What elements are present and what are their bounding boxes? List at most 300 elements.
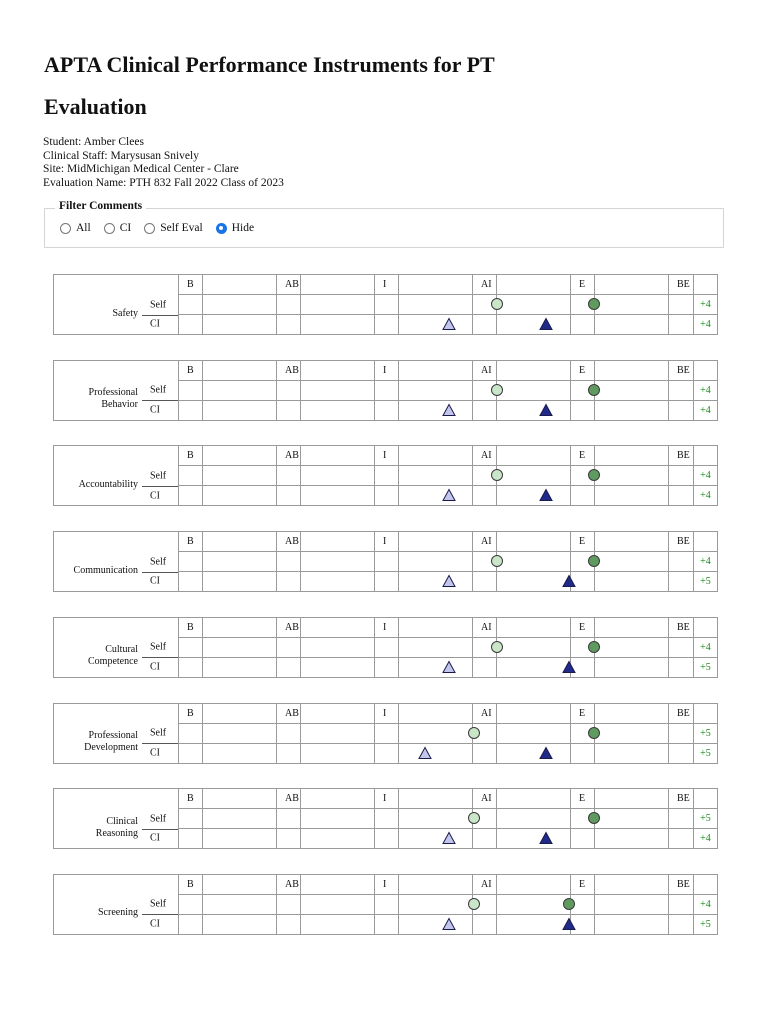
ci-rating-row — [54, 914, 718, 934]
ci-rating-row — [54, 657, 718, 677]
scale-label: B — [179, 874, 203, 894]
radio-button[interactable] — [216, 223, 227, 234]
scale-cell — [595, 617, 669, 637]
ci-change-value: +4 — [694, 400, 718, 420]
scale-cell — [473, 552, 497, 572]
criterion-block — [53, 531, 717, 593]
filter-options — [60, 222, 267, 234]
scale-cell — [375, 914, 399, 934]
scale-label: I — [375, 446, 399, 466]
scale-cell — [301, 894, 375, 914]
scale-cell — [595, 829, 669, 849]
ci-rating-row — [54, 743, 718, 763]
scale-cell — [277, 486, 301, 506]
scale-cell — [277, 637, 301, 657]
scale-cell — [203, 360, 277, 380]
site-name: Site: MidMichigan Medical Center - Clare — [43, 163, 239, 176]
scale-cell — [571, 723, 595, 743]
scale-cell — [571, 315, 595, 335]
scale-cell — [497, 617, 571, 637]
scale-cell — [203, 637, 277, 657]
scale-cell — [669, 315, 694, 335]
criterion-name-line: Competence — [88, 656, 138, 668]
scale-cell — [203, 572, 277, 592]
scale-cell — [277, 315, 301, 335]
ci-row-label: CI — [150, 404, 160, 416]
scale-cell — [301, 380, 375, 400]
self-row-label: Self — [150, 299, 167, 310]
scale-header-row — [54, 360, 718, 380]
scale-cell — [399, 874, 473, 894]
scale-cell — [669, 894, 694, 914]
ci-label-cell — [54, 829, 179, 849]
radio-label: Self Eval — [160, 222, 203, 234]
criterion-name-line: Accountability — [78, 478, 138, 490]
scale-cell — [473, 486, 497, 506]
scale-label: AI — [473, 275, 497, 295]
scale-cell — [595, 466, 669, 486]
criterion-name-line: Reasoning — [95, 827, 138, 839]
scale-cell — [595, 572, 669, 592]
self-change-value: +5 — [694, 723, 718, 743]
scale-header-row — [54, 617, 718, 637]
scale-header-row — [54, 532, 718, 552]
scale-cell — [301, 315, 375, 335]
scale-cell — [497, 743, 571, 763]
filter-comments-group — [44, 200, 724, 248]
criterion-name-line: Cultural — [105, 644, 138, 656]
criterion-name-line: Professional — [88, 387, 138, 399]
scale-cell — [179, 486, 203, 506]
scale-cell — [399, 532, 473, 552]
scale-label: I — [375, 703, 399, 723]
scale-cell — [203, 657, 277, 677]
self-rating-row — [54, 809, 718, 829]
self-rating-row — [54, 637, 718, 657]
scale-cell — [203, 789, 277, 809]
scale-cell — [669, 295, 694, 315]
scale-cell — [595, 894, 669, 914]
scale-cell — [375, 637, 399, 657]
scale-cell — [595, 637, 669, 657]
self-label-cell — [54, 295, 179, 319]
scale-cell — [497, 657, 571, 677]
scale-cell — [375, 657, 399, 677]
scale-cell — [571, 572, 595, 592]
clinical-staff-name: Clinical Staff: Marysusan Snively — [43, 149, 199, 162]
scale-cell — [694, 275, 718, 295]
scale-cell — [497, 829, 571, 849]
scale-cell — [301, 743, 375, 763]
criterion-name-line: Clinical — [106, 815, 138, 827]
scale-cell — [669, 743, 694, 763]
self-row-label: Self — [150, 556, 167, 568]
scale-label: I — [375, 617, 399, 637]
self-row-label: Self — [150, 384, 167, 396]
scale-cell — [277, 572, 301, 592]
criterion-block — [53, 274, 717, 336]
scale-label: I — [375, 874, 399, 894]
scale-cell — [595, 360, 669, 380]
criterion-name-line: Screening — [98, 907, 138, 919]
scale-cell — [497, 466, 571, 486]
scale-cell — [399, 486, 473, 506]
page-title-continued: Evaluation — [44, 94, 147, 119]
scale-label: B — [179, 617, 203, 637]
scale-cell — [473, 572, 497, 592]
scale-cell — [669, 809, 694, 829]
ci-rating-row — [54, 486, 718, 506]
ci-label-cell — [54, 486, 179, 506]
scale-label: AB — [277, 275, 301, 295]
scale-cell — [473, 914, 497, 934]
scale-cell — [301, 657, 375, 677]
radio-button[interactable] — [60, 223, 71, 234]
scale-cell — [669, 657, 694, 677]
self-row-label: Self — [150, 898, 167, 910]
scale-cell — [179, 295, 203, 315]
scale-cell — [497, 486, 571, 506]
filter-option-all[interactable] — [60, 222, 91, 234]
scale-cell — [669, 637, 694, 657]
scale-label: AB — [277, 360, 301, 380]
ci-change-value: +4 — [694, 829, 718, 849]
scale-cell — [301, 637, 375, 657]
scale-cell — [277, 723, 301, 743]
scale-cell — [203, 617, 277, 637]
scale-cell — [179, 914, 203, 934]
criterion-table — [53, 703, 718, 764]
student-name: Student: Amber Clees — [43, 136, 144, 148]
ci-label-cell — [54, 315, 179, 335]
scale-cell — [595, 295, 669, 315]
scale-cell — [694, 532, 718, 552]
scale-cell — [473, 809, 497, 829]
scale-cell — [179, 829, 203, 849]
scale-cell — [179, 380, 203, 400]
scale-cell — [301, 829, 375, 849]
evaluation-info — [43, 136, 284, 190]
scale-cell — [375, 552, 399, 572]
scale-cell — [203, 400, 277, 420]
scale-cell — [301, 809, 375, 829]
scale-cell — [571, 552, 595, 572]
scale-cell — [301, 723, 375, 743]
filter-option-hide[interactable] — [216, 222, 254, 234]
scale-cell — [375, 295, 399, 315]
scale-cell — [375, 466, 399, 486]
scale-cell — [497, 914, 571, 934]
scale-cell — [473, 380, 497, 400]
evaluation-name: Evaluation Name: PTH 832 Fall 2022 Class of 2023 — [43, 176, 284, 189]
scale-cell — [571, 743, 595, 763]
criterion-table — [53, 445, 718, 506]
scale-label: B — [179, 532, 203, 552]
scale-cell — [473, 637, 497, 657]
scale-header-row — [54, 275, 718, 295]
ci-row-label: CI — [150, 575, 160, 587]
scale-label: AB — [277, 874, 301, 894]
filter-option-ci[interactable] — [104, 222, 132, 234]
self-rating-row — [54, 466, 718, 486]
scale-cell — [595, 743, 669, 763]
scale-cell — [497, 789, 571, 809]
scale-cell — [399, 723, 473, 743]
scale-cell — [473, 400, 497, 420]
scale-cell — [375, 400, 399, 420]
scale-cell — [473, 743, 497, 763]
scale-cell — [399, 617, 473, 637]
radio-label: Hide — [231, 222, 255, 234]
scale-cell — [571, 637, 595, 657]
radio-button[interactable] — [144, 223, 155, 234]
scale-cell — [595, 723, 669, 743]
scale-cell — [399, 703, 473, 723]
scale-cell — [694, 703, 718, 723]
filter-comments-legend: Filter Comments — [55, 200, 146, 212]
scale-cell — [595, 657, 669, 677]
scale-cell — [399, 552, 473, 572]
scale-cell — [571, 400, 595, 420]
scale-cell — [473, 315, 497, 335]
ci-change-value: +5 — [694, 743, 718, 763]
scale-label: B — [179, 703, 203, 723]
self-rating-row — [54, 380, 718, 400]
scale-cell — [669, 914, 694, 934]
scale-cell — [203, 894, 277, 914]
scale-label: B — [179, 789, 203, 809]
scale-cell — [497, 723, 571, 743]
scale-cell — [399, 572, 473, 592]
criterion-name-line: Development — [84, 742, 138, 753]
scale-cell — [301, 703, 375, 723]
scale-label: AI — [473, 703, 497, 723]
scale-label: AI — [473, 532, 497, 552]
scale-cell — [399, 275, 473, 295]
header-corner — [54, 275, 179, 295]
scale-label: B — [179, 446, 203, 466]
scale-cell — [203, 295, 277, 315]
scale-label: AI — [473, 874, 497, 894]
scale-cell — [497, 572, 571, 592]
scale-cell — [375, 894, 399, 914]
scale-cell — [301, 572, 375, 592]
scale-cell — [694, 360, 718, 380]
scale-cell — [277, 295, 301, 315]
scale-cell — [399, 894, 473, 914]
scale-cell — [669, 552, 694, 572]
scale-cell — [203, 532, 277, 552]
scale-cell — [669, 400, 694, 420]
scale-cell — [595, 486, 669, 506]
scale-cell — [595, 874, 669, 894]
scale-label: I — [375, 532, 399, 552]
scale-cell — [179, 572, 203, 592]
criterion-block — [53, 874, 717, 936]
criterion-table — [53, 274, 718, 335]
criterion-block — [53, 445, 717, 507]
criterion-block — [53, 360, 717, 422]
self-change-value: +4 — [694, 380, 718, 400]
self-change-value: +4 — [694, 466, 718, 486]
scale-cell — [595, 275, 669, 295]
scale-cell — [497, 315, 571, 335]
scale-cell — [497, 532, 571, 552]
ci-label-cell — [54, 572, 179, 592]
scale-label: E — [571, 446, 595, 466]
scale-label: BE — [669, 446, 694, 466]
scale-cell — [571, 380, 595, 400]
self-row-label: Self — [150, 813, 167, 825]
ci-row-label: CI — [150, 661, 160, 673]
filter-option-self-eval[interactable] — [144, 222, 202, 234]
header-corner — [54, 789, 179, 809]
ci-rating-row — [54, 572, 718, 592]
scale-cell — [571, 914, 595, 934]
scale-cell — [399, 829, 473, 849]
scale-label: E — [571, 703, 595, 723]
scale-cell — [375, 809, 399, 829]
scale-cell — [497, 703, 571, 723]
scale-cell — [301, 914, 375, 934]
scale-cell — [669, 572, 694, 592]
criterion-table — [53, 788, 718, 849]
scale-label: AB — [277, 446, 301, 466]
scale-cell — [179, 637, 203, 657]
scale-cell — [203, 380, 277, 400]
scale-cell — [473, 657, 497, 677]
scale-cell — [375, 572, 399, 592]
self-label-cell — [54, 552, 179, 576]
scale-cell — [595, 809, 669, 829]
scale-label: E — [571, 360, 595, 380]
scale-cell — [301, 466, 375, 486]
scale-label: I — [375, 275, 399, 295]
self-row-label: Self — [150, 727, 167, 739]
scale-cell — [179, 315, 203, 335]
ci-change-value: +5 — [694, 657, 718, 677]
scale-cell — [571, 486, 595, 506]
ci-row-label: CI — [150, 832, 160, 844]
scale-cell — [399, 637, 473, 657]
ci-label-cell — [54, 657, 179, 677]
scale-cell — [203, 486, 277, 506]
scale-label: BE — [669, 703, 694, 723]
scale-cell — [694, 874, 718, 894]
scale-cell — [473, 295, 497, 315]
scale-cell — [203, 874, 277, 894]
scale-label: BE — [669, 617, 694, 637]
scale-cell — [203, 466, 277, 486]
scale-cell — [203, 723, 277, 743]
scale-cell — [595, 552, 669, 572]
scale-label: AI — [473, 446, 497, 466]
scale-cell — [669, 723, 694, 743]
scale-cell — [301, 789, 375, 809]
scale-cell — [473, 466, 497, 486]
criterion-name-line: Behavior — [101, 399, 138, 411]
header-corner — [54, 703, 179, 723]
scale-cell — [203, 446, 277, 466]
scale-label: E — [571, 874, 595, 894]
ci-rating-row — [54, 315, 718, 335]
ci-change-value: +4 — [694, 315, 718, 335]
scale-label: BE — [669, 874, 694, 894]
scale-cell — [399, 914, 473, 934]
scale-cell — [694, 789, 718, 809]
scale-label: AB — [277, 703, 301, 723]
scale-label: BE — [669, 360, 694, 380]
scale-header-row — [54, 703, 718, 723]
scale-label: I — [375, 789, 399, 809]
self-label-cell — [54, 894, 179, 919]
ci-change-value: +4 — [694, 486, 718, 506]
criterion-block — [53, 703, 717, 765]
scale-cell — [301, 532, 375, 552]
scale-cell — [595, 446, 669, 466]
scale-cell — [203, 914, 277, 934]
scale-cell — [473, 829, 497, 849]
scale-cell — [179, 552, 203, 572]
scale-cell — [571, 829, 595, 849]
scale-cell — [301, 360, 375, 380]
criterion-table — [53, 874, 718, 935]
scale-cell — [277, 400, 301, 420]
ci-label-cell — [54, 400, 179, 420]
scale-cell — [301, 617, 375, 637]
self-change-value: +4 — [694, 552, 718, 572]
self-change-value: +4 — [694, 295, 718, 315]
ci-row-label: CI — [150, 747, 160, 759]
ci-row-label: CI — [150, 490, 160, 502]
self-rating-row — [54, 894, 718, 914]
self-rating-row — [54, 552, 718, 572]
scale-cell — [399, 743, 473, 763]
ci-rating-row — [54, 400, 718, 420]
scale-cell — [301, 552, 375, 572]
scale-cell — [179, 723, 203, 743]
scale-label: BE — [669, 275, 694, 295]
header-corner — [54, 446, 179, 466]
scale-cell — [179, 400, 203, 420]
ci-row-label: CI — [150, 318, 160, 330]
criterion-name-line: Communication — [73, 564, 138, 576]
scale-cell — [497, 400, 571, 420]
self-change-value: +4 — [694, 637, 718, 657]
scale-label: E — [571, 789, 595, 809]
scale-header-row — [54, 874, 718, 894]
scale-cell — [301, 400, 375, 420]
radio-button[interactable] — [104, 223, 115, 234]
scale-label: E — [571, 532, 595, 552]
scale-cell — [375, 829, 399, 849]
criterion-block — [53, 788, 717, 850]
scale-cell — [595, 914, 669, 934]
scale-label: B — [179, 275, 203, 295]
scale-cell — [203, 703, 277, 723]
scale-cell — [497, 360, 571, 380]
scale-cell — [399, 380, 473, 400]
scale-cell — [595, 532, 669, 552]
scale-cell — [399, 360, 473, 380]
scale-cell — [399, 400, 473, 420]
header-corner — [54, 360, 179, 380]
scale-label: E — [571, 617, 595, 637]
self-change-value: +4 — [694, 894, 718, 914]
scale-header-row — [54, 789, 718, 809]
scale-label: AB — [277, 617, 301, 637]
ci-change-value: +5 — [694, 914, 718, 934]
